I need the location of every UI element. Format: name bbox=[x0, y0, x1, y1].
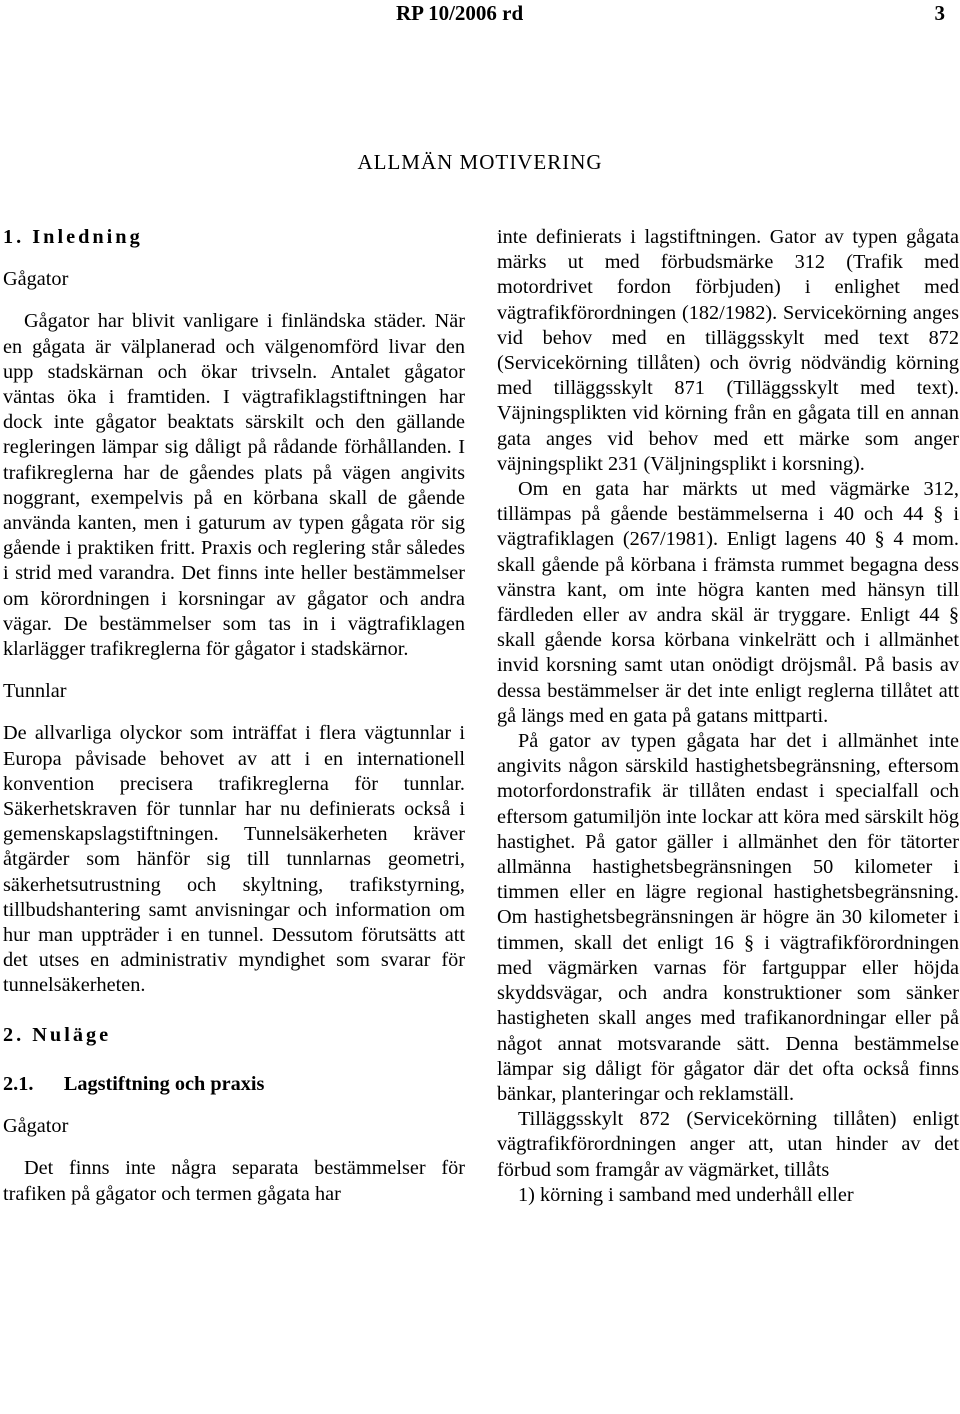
main-heading: ALLMÄN MOTIVERING bbox=[357, 150, 603, 174]
paragraph-4: Tilläggsskylt 872 (Servicekörning tillåten) enligt vägtrafikförordningen anger att, utan hinder av det förbud som framgår av vägmärket, tillåts bbox=[497, 1108, 959, 1181]
paragraph-2: Om en gata har märkts ut med vägmärke 312, tillämpas på gående bestämmelserna i 40 och 44 § i vägtrafiklagen (267/1981). Enligt lagens 40 § 4 mom. skall gående på körbana i främsta rummet begagna dess vänstra kant, om inte högra kanten med hänsyn till färdleden eller av andra skäl är tryggare. Enligt 44 § skall gående korsa körbana vinkelrätt och i allmänhet invid korsning samt utan onödigt dröjsmål. På basis av dessa bestämmelser är det inte enligt reglerna tillåtet att gå längs med en gata på gatans mittparti. bbox=[497, 478, 959, 727]
paragraph-gagator-2: Det finns inte några separata bestämmelser för trafiken på gågator och termen gågata har bbox=[3, 1157, 465, 1205]
right-column bbox=[497, 225, 959, 1208]
left-column bbox=[3, 225, 465, 1207]
paragraph-tunnlar: De allvarliga olyckor som inträffat i flera vägtunnlar i Europa påvisade behovet av att i en internationell konvention precisera trafikreglerna för tunnlar. Säkerhetskraven för tunnlar har nu definierats också i gemenskapslagstiftningen. Tunnelsäkerheten kräver åtgärder som hänför sig till tunnlarnas geometri, säkerhetsutrustning och skyltning, trafikstyrning, tillbudshantering samt anvisningar och information om hur man uppträder i en tunnel. Dessutom förutsätts att det utses en administrativ myndighet som svarar för tunnelsäkerheten. bbox=[3, 722, 465, 997]
section-heading-current-state: 2. Nuläge bbox=[3, 1023, 112, 1046]
page-number: 3 bbox=[934, 1, 945, 25]
subheading-gagator: Gågator bbox=[3, 268, 69, 291]
paragraph-gagator: Gågator har blivit vanligare i finländska städer. När en gågata är välplanerad och välgenomförd livar den upp stadskärnan och ökar trivseln. Antalet gågator väntas öka i framtiden. I vägtrafiklagstiftningen har dock inte gågator beaktats särskilt och den gällande regleringen lämpar sig dåligt på rådande förhållanden. I trafikreglerna har de gåendes plats på vägen angivits noggrant, exempelvis på en körbana skall de gående använda kanten, men i gaturum av typen gågata rör sig gående i praktiken fritt. Praxis och reglering står således i strid med varandra. Det finns inte heller bestämmelser om körordningen i korsningar av gågator och andra vägar. De bestämmelser som tas in i vägtrafiklagen klarlägger trafikreglerna för gågator i stadskärnor. bbox=[3, 310, 465, 661]
subsection-heading-legislation: 2.1. Lagstiftning och praxis bbox=[3, 1072, 265, 1095]
paragraph-5: 1) körning i samband med underhåll eller bbox=[518, 1183, 854, 1206]
paragraph-1: inte definierats i lagstiftningen. Gator av typen gågata märks ut med förbudsmärke 312 (Trafik med motordrivet fordon förbjuden) i enlighet med vägtrafikförordningen (182/1982). Servicekörning anges vid behov med en tilläggsskylt med text 872 (Servicekörning tillåten) och övrig nödvändig körning med tilläggsskylt 871 (Tilläggsskylt med text). Väjningsplikten vid körning från en gågata till en annan gata anges vid behov med ett märke som anger väjningsplikt 231 (Väljningsplikt i korsning). bbox=[497, 226, 959, 475]
document-reference: RP 10/2006 rd bbox=[396, 1, 524, 25]
paragraph-3: På gator av typen gågata har det i allmänhet inte angivits någon särskild hastighetsbegränsning, eftersom motorfordonstrafik är tillåten endast i specialfall och eftersom gatumiljön inte lockar att köra med särskilt hög hastighet. På gator gäller i allmänhet den för tätorter allmänna hastighetsbegränsningen 50 kilometer i timmen eller en lägre regional hastighetsbegränsning. Om hastighetsbegränsningen är högre än 30 kilometer i timmen, skall det enligt 16 § i vägtrafikförordningen med vägmärken varnas för fartguppar eller höjda skyddsvägar, och andra konstruktioner som sänker hastigheten skall anges med trafikanordningar eller på något annat motsvarande sätt. Denna bestämmelse lämpar sig dåligt för gågator där det ofta också finns bänkar, planteringar och reklamställ. bbox=[497, 730, 959, 1105]
page-header bbox=[0, 0, 960, 36]
subheading-tunnlar: Tunnlar bbox=[3, 680, 67, 703]
subheading-gagator-2: Gågator bbox=[3, 1115, 69, 1138]
section-heading-introduction: 1. Inledning bbox=[3, 226, 143, 248]
